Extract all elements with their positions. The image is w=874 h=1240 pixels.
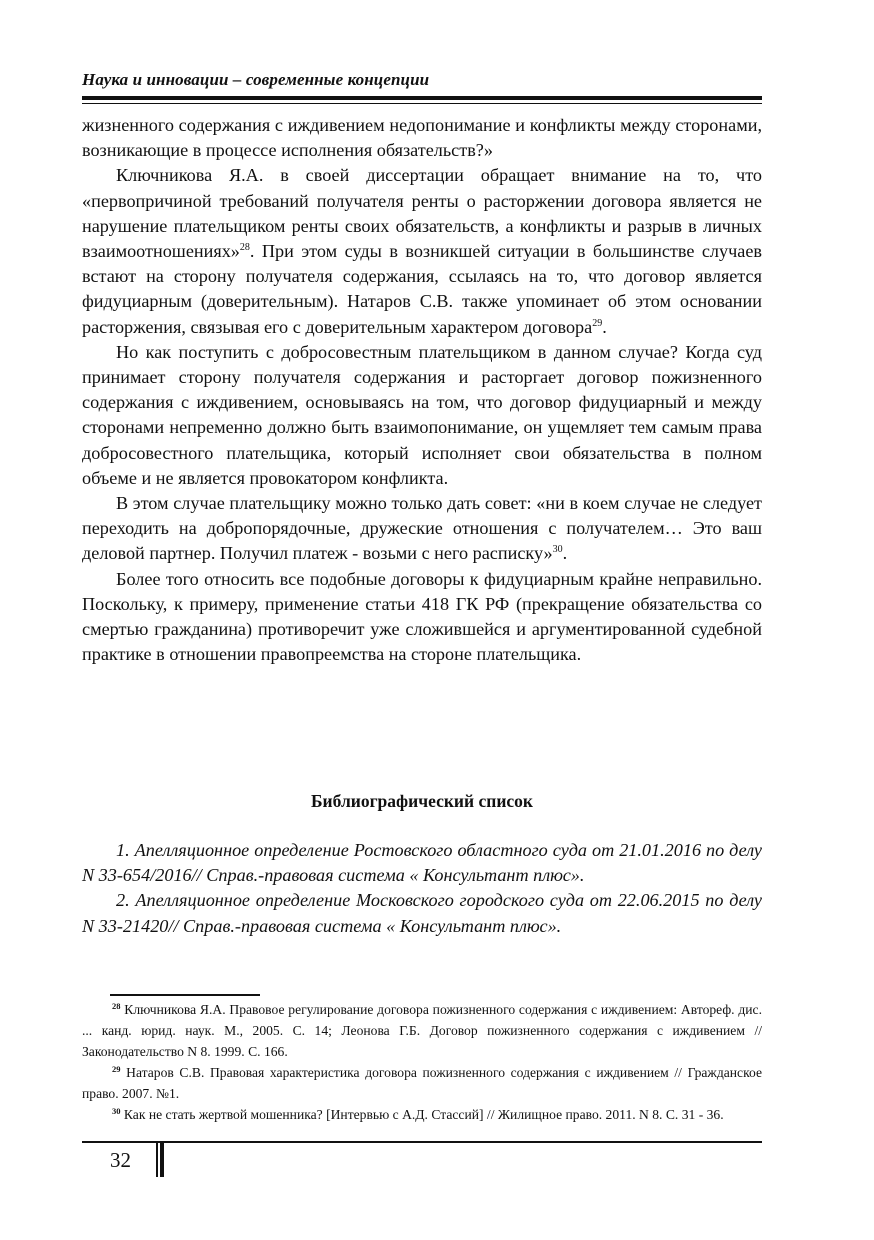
- footnote: [82, 999, 762, 1062]
- paragraph-klyuchnikova: [82, 163, 762, 339]
- paragraph-text: В этом случае плательщику можно только дать совет: «ни в коем случае не следует переходить на добропорядочные, дружеские отношения с получателем… Это ваш деловой партнер. Получил платеж - возьми с него расписку»: [82, 493, 762, 564]
- paragraph-text: жизненного содержания с иждивением недопонимание и конфликты между сторонами, возникающие в процессе исполнения обязательств?»: [82, 115, 762, 161]
- footer-bar-thick: [160, 1141, 164, 1177]
- paragraph-text: Но как поступить с добросовестным плательщиком в данном случае? Когда суд принимает сторону получателя содержания и расторгает договор пожизненного содержания с иждивением, основываясь на том, что договор фидуциарный и между сторонами непременно должно быть взаимопонимание, он ущемляет тем самым права добросовестного плательщика, который исполняет свои обязательства в полном объеме и не является провокатором конфликта.: [82, 341, 762, 488]
- footnotes: [82, 999, 762, 1125]
- footnote-ref: 29: [592, 317, 603, 329]
- footnote-text: Ключникова Я.А. Правовое регулирование договора пожизненного содержания с иждивением: Автореф. дис. ... канд. юрид. наук. М., 2005. С. 14; Леонова Г.Б. Договор пожизненного содержания с иждивением // Законодательство N 8. 1999. С. 166.: [82, 1002, 762, 1059]
- body-text: [82, 113, 762, 667]
- paragraph-text: Более того относить все подобные договоры к фидуциарным крайне неправильно. Поскольку, к примеру, применение статьи 418 ГК РФ (прекращение обязательства со смертью гражданина) противоречит уже сложившейся и аргументированной судебной практике в отношении правопреемства на стороне плательщика.: [82, 568, 762, 665]
- paragraph-text: . При этом суды в возникшей ситуации в большинстве случаев встают на сторону получателя содержания, ссылаясь на то, что договор является фидуциарным (доверительным). Натаров С.В. также упоминает об этом основании расторжения, связывая его с доверительным характером договора: [82, 241, 762, 337]
- footnote-number: 29: [112, 1064, 121, 1074]
- paragraph-advice: [82, 491, 762, 567]
- running-header: Наука и инновации – современные концепции: [82, 70, 430, 89]
- footer-rule: [82, 1141, 762, 1143]
- paragraph-text: Ключникова Я.А. в своей диссертации обращает внимание на то, что «первопричиной требований получателя ренты о расторжении договора является не нарушение плательщиком ренты своих обязательств, а конфликты и разрыв в личных взаимоотношениях»: [82, 165, 762, 262]
- bibliography-list: [82, 838, 762, 939]
- footnote-text: Как не стать жертвой мошенника? [Интервью с А.Д. Стассий] // Жилищное право. 2011. N 8. С. 31 - 36.: [120, 1107, 724, 1122]
- footnote-text: Натаров С.В. Правовая характеристика договора пожизненного содержания с иждивением // Гражданское право. 2007. №1.: [82, 1065, 762, 1101]
- page-number: 32: [110, 1148, 131, 1172]
- paragraph-fiduciary: [82, 567, 762, 668]
- footnote-number: 30: [112, 1106, 121, 1116]
- paragraph-text: .: [562, 543, 568, 564]
- footnote-separator: [110, 994, 260, 996]
- footnote-number: 28: [112, 1001, 121, 1011]
- header-rule-thin: [82, 103, 762, 104]
- paragraph-text: .: [602, 316, 607, 337]
- footer-bar-thin: [156, 1141, 158, 1177]
- footnote-ref: 30: [552, 544, 563, 556]
- footnote: [82, 1062, 762, 1104]
- paragraph-bona-fide-payer: [82, 340, 762, 491]
- footnote: [82, 1104, 762, 1125]
- bibliography-item: 1. Апелляционное определение Ростовского областного суда от 21.01.2016 по делу N 33-654/2016// Справ.-правовая система « Консультант плюс».: [82, 840, 762, 886]
- footnote-ref: 28: [239, 242, 250, 254]
- bibliography-title: Библиографический список: [310, 791, 533, 811]
- paragraph-continued: [82, 113, 762, 163]
- header-rule-thick: [82, 96, 762, 100]
- bibliography-item: 2. Апелляционное определение Московского городского суда от 22.06.2015 по делу N 33-21420// Справ.-правовая система « Консультант плюс».: [82, 890, 762, 936]
